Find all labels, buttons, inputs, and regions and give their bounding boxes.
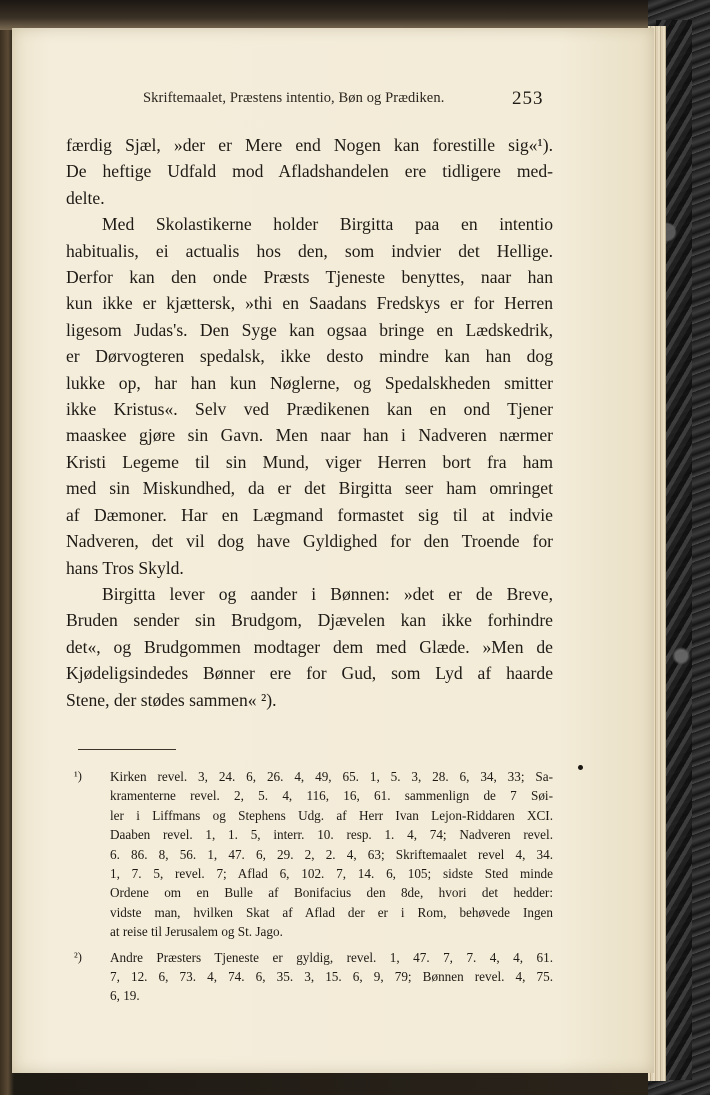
body-line: lukke op, har han kun Nøglerne, og Spedalskheden smitter — [66, 372, 553, 393]
footnote-line: kramenterne revel. 2, 5. 4, 116, 16, 61. sammenlign de 7 Søi- — [110, 788, 553, 804]
body-line: ikke Kristus«. Selv ved Prædikenen kan en ond Tjener — [66, 399, 553, 420]
footnote-line: Daaben revel. 1, 1. 5, interr. 10. resp. 1. 4, 74; Nadveren revel. — [110, 827, 553, 843]
footnote-line: at reise til Jerusalem og St. Jago. — [110, 924, 283, 940]
footnote-line: Kirken revel. 3, 24. 6, 26. 4, 49, 65. 1, 5. 3, 28. 6, 34, 33; Sa- — [110, 769, 553, 784]
body-line: med sin Miskundhed, da er det Birgitta seer ham omringet — [66, 478, 553, 499]
footnote-line: 7, 12. 6, 73. 4, 74. 6, 35. 3, 15. 6, 9, 79; Bønnen revel. 4, 75. — [110, 969, 553, 985]
footnote-line: 1, 7. 5, revel. 7; Aflad 6, 102. 7, 14. 6, 105; sidste Sted minde — [110, 866, 553, 882]
body-line: kun ikke er kjættersk, »thi en Saadans Fredskys er for Herren — [66, 293, 553, 314]
body-line: Birgitta lever og aander i Bønnen: »det er de Breve, — [102, 583, 553, 604]
body-line: er Dørvogteren spedalsk, ikke desto mindre kan han dog — [66, 346, 553, 367]
body-line: maaskee gjøre sin Gavn. Men naar han i Nadveren nærmer — [66, 425, 553, 446]
body-line: Kristi Legeme til sin Mund, viger Herren bort fra ham — [66, 451, 553, 472]
body-line: færdig Sjæl, »der er Mere end Nogen kan forestille sig«¹). — [66, 135, 553, 155]
footnote-marker: ¹) — [74, 769, 82, 783]
footnote-marker: ²) — [74, 949, 82, 964]
body-line: af Dæmoner. Har en Lægmand formastet sig til at indvie — [66, 504, 553, 525]
footnotes — [74, 767, 553, 1012]
body-line: hans Tros Skyld. — [66, 557, 184, 578]
body-line: ligesom Judas's. Den Syge kan ogsaa bringe en Lædskedrik, — [66, 319, 553, 340]
page-number: 253 — [512, 88, 544, 109]
footnote-1 — [74, 767, 553, 942]
body-line: De heftige Udfald mod Afladshandelen ere tidligere med- — [66, 161, 553, 182]
body-line: det«, og Brudgommen modtager dem med Glæde. »Men de — [66, 636, 553, 657]
footnote-line: vidste man, hvilken Skat af Aflad der er i Rom, behøvede Ingen — [110, 904, 553, 920]
body-line: Derfor kan den onde Præsts Tjeneste benyttes, naar han — [66, 267, 553, 288]
footnote-line: Ordene om en Bulle af Bonifacius den 8de, hvori det hedder: — [110, 885, 553, 901]
book-page — [12, 28, 654, 1073]
footnote-line: ler i Liffmans og Stephens Udg. af Herr Ivan Lejon-Riddaren XCI. — [110, 807, 553, 823]
ink-speck — [578, 765, 583, 770]
running-head: Skriftemaalet, Præstens intentio, Bøn og Prædiken. — [143, 90, 445, 106]
footnote-line: 6, 19. — [110, 988, 140, 1004]
body-line: delte. — [66, 187, 105, 208]
body-line: habitualis, ei actualis hos den, som indvier det Hellige. — [66, 240, 553, 261]
body-line: Nadveren, det vil dog have Gyldighed for den Troende for — [66, 531, 553, 552]
body-line: Bruden sender sin Brudgom, Djævelen kan ikke forhindre — [66, 610, 553, 631]
body-line: Kjødeligsindedes Bønner ere for Gud, som Lyd af haarde — [66, 663, 553, 684]
binding-top-edge — [0, 0, 710, 30]
footnote-divider — [78, 749, 176, 750]
footnote-line: Andre Præsters Tjeneste er gyldig, revel. 1, 47. 7, 7. 4, 4, 61. — [110, 949, 553, 965]
footnote-2 — [74, 948, 553, 1006]
body-line: Med Skolastikerne holder Birgitta paa en intentio — [102, 214, 553, 235]
body-line: Stene, der stødes sammen« ²). — [66, 689, 277, 710]
body-text — [66, 132, 553, 713]
footnote-line: 6. 86. 8, 56. 1, 47. 6, 29. 2, 2. 4, 63; Skriftemaalet revel 4, 34. — [110, 846, 553, 862]
